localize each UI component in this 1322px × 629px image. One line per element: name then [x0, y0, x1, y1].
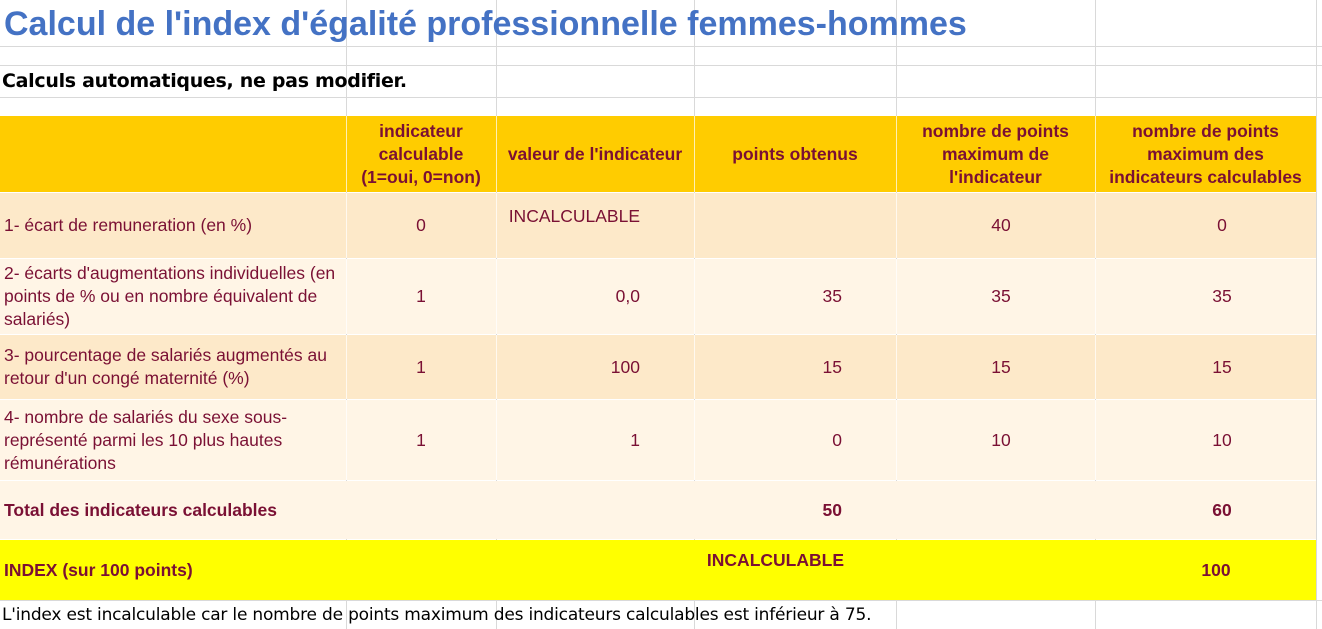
row-label: 3- pourcentage de salariés augmentés au retour d'un congé maternité (%): [4, 345, 327, 388]
cell-max-calc: 10: [1212, 429, 1232, 450]
index-value: INCALCULABLE: [706, 550, 844, 570]
total-points: 50: [822, 499, 842, 520]
cell-points: [694, 193, 844, 258]
header-cell-label: [0, 116, 346, 192]
cell-valeur: 1: [630, 429, 640, 450]
grid-line: [0, 65, 1322, 66]
cell-points: 15: [822, 356, 842, 377]
row-label: 1- écart de remuneration (en %): [4, 215, 253, 235]
cell-max: 15: [991, 356, 1011, 377]
cell-calculable: 1: [416, 286, 426, 306]
cell-max: 35: [991, 286, 1011, 306]
row-label: 2- écarts d'augmentations individuelles (en points de % ou en nombre équivalent de salariés): [4, 263, 336, 329]
table-row: [0, 400, 1316, 480]
cell-calculable: 0: [416, 215, 426, 235]
header-cell-max-calc: nombre de points maximum des indicateurs calculables: [1109, 120, 1302, 187]
cell-calculable: 1: [416, 356, 426, 377]
header-cell-max: nombre de points maximum de l'indicateur: [922, 120, 1069, 187]
grid-line: [0, 46, 1322, 47]
footnote: L'index est incalculable car le nombre de points maximum des indicateurs calculables est inférieur à 75.: [2, 605, 872, 625]
cell-max-calc: 0: [1217, 215, 1227, 235]
index-max-calc: 100: [1201, 559, 1231, 580]
cell-calculable: 1: [416, 429, 426, 450]
subtitle: Calculs automatiques, ne pas modifier.: [2, 70, 407, 92]
grid-line: [0, 600, 1322, 601]
cell-max: 10: [991, 429, 1011, 450]
header-cell-points: points obtenus: [732, 143, 858, 164]
index-label: INDEX (sur 100 points): [4, 559, 193, 580]
cell-points: 0: [832, 429, 842, 450]
total-label: Total des indicateurs calculables: [4, 499, 277, 520]
cell-valeur: 0,0: [615, 286, 640, 306]
table-row: [0, 335, 1316, 399]
page-title: Calcul de l'index d'égalité professionnelle femmes-hommes: [4, 5, 967, 43]
table-header-row: [0, 116, 1316, 192]
cell-points: 35: [822, 286, 842, 306]
cell-max: 40: [991, 215, 1011, 235]
cell-valeur: 100: [610, 356, 640, 377]
total-row: [0, 481, 1316, 539]
header-cell-valeur: valeur de l'indicateur: [507, 143, 683, 164]
table-row: [0, 193, 1316, 258]
cell-max-calc: 35: [1212, 286, 1232, 306]
header-cell-calculable: indicateur calculable (1=oui, 0=non): [361, 120, 481, 187]
cell-max-calc: 15: [1212, 356, 1232, 377]
index-row: [0, 540, 1316, 600]
table-row: [0, 259, 1316, 334]
cell-valeur: INCALCULABLE: [508, 206, 640, 226]
grid-line: [0, 97, 1322, 98]
row-label: 4- nombre de salariés du sexe sous-représenté parmi les 10 plus hautes rémunérations: [4, 406, 288, 473]
total-max-calc: 60: [1212, 499, 1232, 520]
